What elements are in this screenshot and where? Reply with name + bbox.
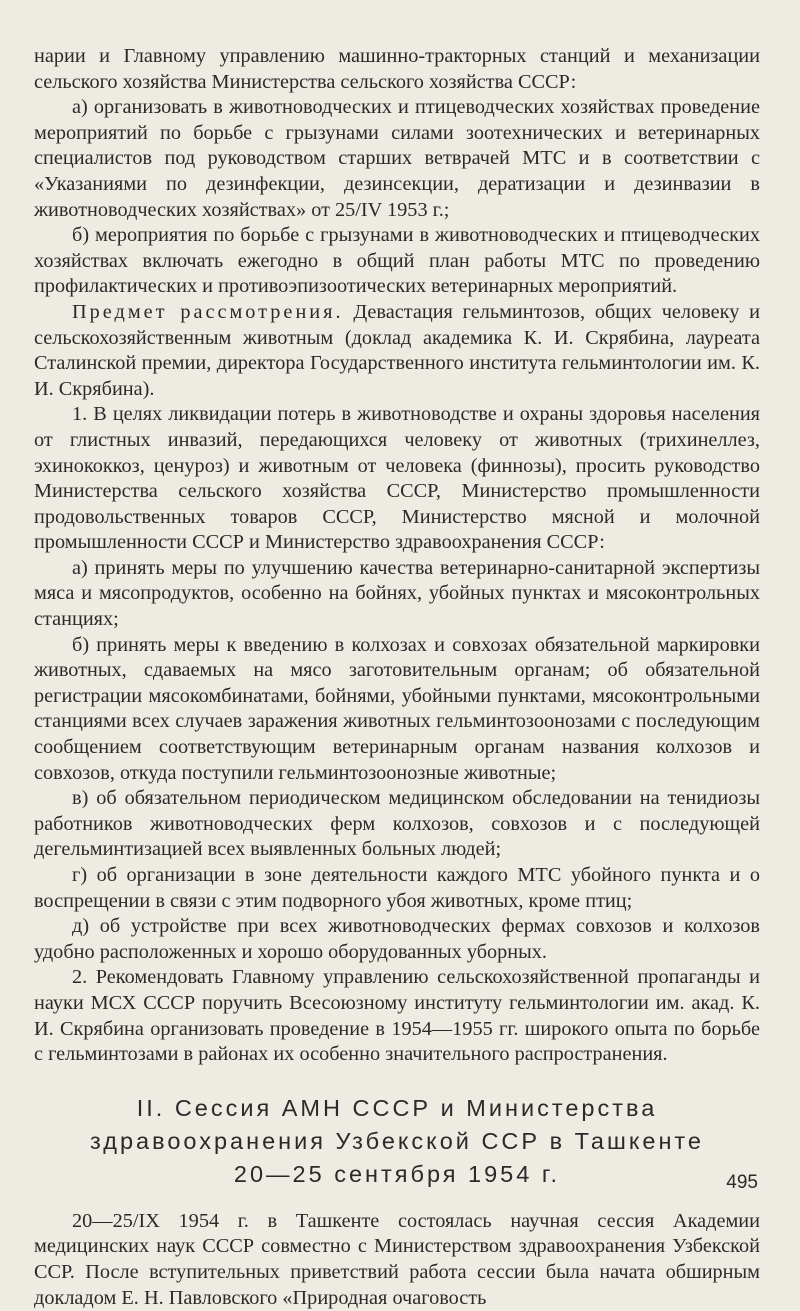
paragraph-continuation: нарии и Главному управлению машинно-тракторных станций и механизации сельского хозяйства Министерства сельского хозяйства СССР: [34,45,760,93]
paragraph-point-1a: а) принять меры по улучшению качества ветеринарно-санитарной экспертизы мяса и мясопродуктов, особенно на бойнях, убойных пунктах и мясоконтрольных станциях; [34,556,760,631]
subject-text: Девастация гельминтозов, общих человеку и сельскохозяйственным животным (доклад академика К. И. Скрябина, лауреата Сталинской премии, директора Государственного института гельминтологии им. К. И. Скрябина). [34,300,760,400]
page-number: 495 [726,1172,758,1193]
paragraph-point-1g: г) об организации в зоне деятельности каждого МТС убойного пункта и о воспрещении в связи с этим подворного убоя животных, кроме птиц; [34,864,760,912]
paragraph-session: 20—25/IX 1954 г. в Ташкенте состоялась научная сессия Академии медицинских наук СССР совместно с Министерством здравоохранения Узбекской ССР. После вступительных приветствий работа сессии была начата обширным докладом Е. Н. Павловского «Природная очаговость [34,1209,760,1309]
paragraph-subject [34,300,760,402]
section-heading [34,1092,760,1191]
body-text-upper [34,44,760,1068]
section-heading-line-1: II. Сессия АМН СССР и Министерства [136,1094,658,1121]
section-heading-line-3: 20—25 сентября 1954 г. [233,1160,561,1187]
paragraph-point-1d: д) об устройстве при всех животноводческих фермах совхозов и колхозов удобно расположенных и хорошо оборудованных уборных. [34,915,760,963]
paragraph-item-a: а) организовать в животноводческих и птицеводческих хозяйствах проведение мероприятий по борьбе с грызунами силами зоотехнических и ветеринарных специалистов под руководством старших ветврачей МТС и в соответствии с «Указаниями по дезинфекции, дезинсекции, дератизации и дезинвазии в животноводческих хозяйствах» от 25/IV 1953 г.; [34,96,760,221]
section-heading-line-2: здравоохранения Узбекской ССР в Ташкенте [90,1127,704,1154]
paragraph-item-b: б) мероприятия по борьбе с грызунами в животноводческих и птицеводческих хозяйствах включать ежегодно в общий план работы МТС по проведению профилактических и противоэпизоотических ветеринарных мероприятий. [34,224,760,298]
paragraph-point-1v: в) об обязательном периодическом медицинском обследовании на тенидиозы работников животноводческих ферм колхозов, совхозов и с последующей дегельминтизацией всех выявленных больных людей; [34,787,760,861]
subject-lead: Предмет рассмотрения. [72,300,344,323]
paragraph-point-1: 1. В целях ликвидации потерь в животноводстве и охраны здоровья населения от глистных инвазий, передающихся человеку от животных (трихинеллез, эхинококкоз, ценуроз) и животным от человека (финнозы), просить руководство Министерства сельского хозяйства СССР, Министерство промышленности продовольственных товаров СССР, Министерство мясной и молочной промышленности СССР и Министерство здравоохранения СССР: [34,403,760,554]
paragraph-point-1b: б) принять меры к введению в колхозах и совхозах обязательной маркировки животных, сдаваемых на мясо заготовительным органам; об обязательной регистрации мясокомбинатами, бойнями, убойными пунктами, мясоконтрольными станциями всех случаев заражения животных гельминтозоонозами с последующим сообщением соответствующим ветеринарным органам названия колхозов и совхозов, откуда поступили гельминтозоонозные животные; [34,633,760,784]
paragraph-point-2: 2. Рекомендовать Главному управлению сельскохозяйственной пропаганды и науки МСХ СССР поручить Всесоюзному институту гельминтологии им. акад. К. И. Скрябина организовать проведение в 1954—1955 гг. широкого опыта по борьбе с гельминтозами в районах их особенно значительного распространения. [34,966,760,1066]
